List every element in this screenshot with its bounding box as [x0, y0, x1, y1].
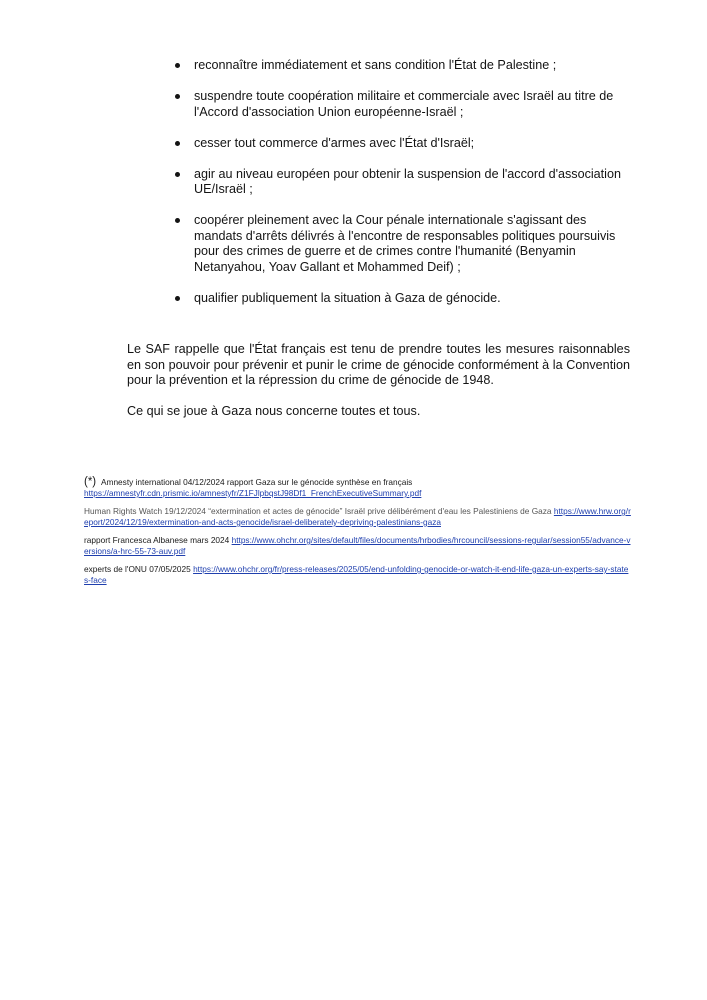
- demands-list: [175, 58, 635, 322]
- footnote-hrw: [84, 506, 632, 528]
- list-item: [175, 136, 635, 152]
- footnote-amnesty: [84, 477, 632, 499]
- footnote-link[interactable]: https://www.ohchr.org/fr/press-releases/2025/05/end-unfolding-genocide-or-watch-it-end-life-gaza-un-experts-say-states-face: [84, 564, 629, 585]
- bullet-icon: [175, 172, 180, 177]
- list-item-text: cesser tout commerce d'armes avec l'État d'Israël;: [194, 135, 475, 150]
- list-item-text: coopérer pleinement avec la Cour pénale internationale s'agissant des mandats d'arrêts délivrés à l'encontre de responsables politiques poursuivis pour des crimes de guerre et de crimes contre l'humanité (Benyamin Netanyahou, Yoav Gallant et Mohammed Deif) ;: [194, 213, 616, 274]
- footnote-un-experts: [84, 564, 632, 586]
- bullet-icon: [175, 63, 180, 68]
- closing-paragraph: Ce qui se joue à Gaza nous concerne toutes et tous.: [127, 404, 421, 418]
- footnote-link[interactable]: https://www.ohchr.org/sites/default/files/documents/hrbodies/hrcouncil/sessions-regular/session55/advance-versions/a-hrc-55-73-auv.pdf: [84, 535, 631, 556]
- list-item-text: reconnaître immédiatement et sans condition l'État de Palestine ;: [194, 58, 557, 72]
- saf-reminder-paragraph: Le SAF rappelle que l'État français est tenu de prendre toutes les mesures raisonnables en son pouvoir pour prévenir et punir le crime de génocide conformément à la Convention pour la prévention et la répression du crime de génocide de 1948.: [127, 342, 630, 387]
- bullet-icon: [175, 141, 180, 146]
- footnote-text: Human Rights Watch 19/12/2024 “extermination et actes de génocide” Israël prive délibérément d'eau les Palestiniens de Gaza: [84, 506, 552, 516]
- list-item-text: agir au niveau européen pour obtenir la suspension de l'accord d'association UE/Israël ;: [194, 166, 621, 196]
- list-item-text: suspendre toute coopération militaire et commerciale avec Israël au titre de l'Accord d'association Union européenne-Israël ;: [194, 89, 614, 119]
- footnote-link[interactable]: https://www.hrw.org/report/2024/12/19/extermination-and-acts-genocide/israel-deliberately-depriving-palestinians-gaza: [84, 506, 631, 527]
- bullet-icon: [175, 94, 180, 99]
- list-item: [175, 291, 635, 307]
- list-item-text: qualifier publiquement la situation à Gaza de génocide.: [194, 290, 501, 305]
- footnotes: [84, 477, 632, 593]
- footnote-marker: (*): [84, 476, 97, 488]
- list-item: [175, 58, 635, 74]
- footnote-text: Amnesty international 04/12/2024 rapport Gaza sur le génocide synthèse en français: [101, 477, 413, 487]
- footnote-text: rapport Francesca Albanese mars 2024: [84, 535, 230, 545]
- footnote-link[interactable]: https://amnestyfr.cdn.prismic.io/amnestyfr/Z1FJlpbqstJ98Df1_FrenchExecutiveSummary.pdf: [84, 488, 422, 498]
- list-item: [175, 213, 635, 275]
- footnote-text: experts de l'ONU 07/05/2025: [84, 564, 191, 574]
- list-item: [175, 167, 635, 198]
- bullet-icon: [175, 218, 180, 223]
- footnote-albanese: [84, 535, 632, 557]
- list-item: [175, 89, 635, 120]
- bullet-icon: [175, 296, 180, 301]
